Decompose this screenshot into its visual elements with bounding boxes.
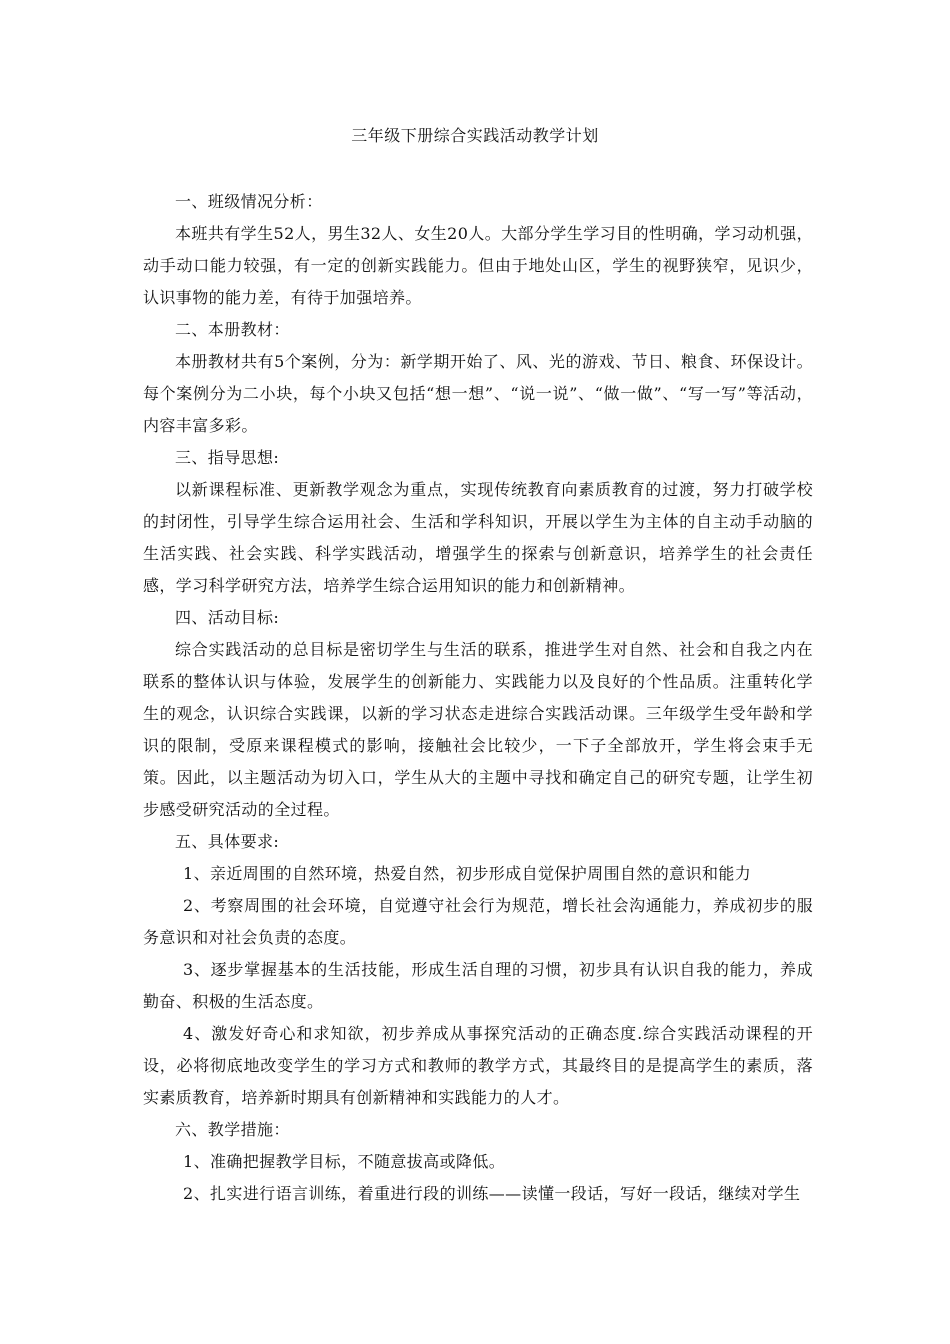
- section-heading-activity-goals: 四、活动目标:: [175, 608, 280, 627]
- section-heading-guiding-thought: 三、指导思想:: [175, 448, 280, 467]
- section-heading-textbook: 二、本册教材：: [175, 320, 290, 339]
- requirement-item-2: 2、考察周围的社会环境，自觉遵守社会行为规范，增长社会沟通能力，养成初步的服务意识和对社会负责的态度。: [143, 896, 813, 947]
- section-heading-requirements: 五、具体要求:: [175, 832, 280, 851]
- paragraph-textbook: 本册教材共有5个案例，分为：新学期开始了、风、光的游戏、节日、粮食、环保设计。每个案例分为二小块，每个小块又包括“想一想”、“说一说”、“做一做”、“写一写”等活动，内容丰富多彩。: [143, 352, 813, 435]
- requirement-item-1: 1、亲近周围的自然环境，热爱自然，初步形成自觉保护周围自然的意识和能力: [183, 864, 752, 883]
- document-body: [143, 186, 813, 1210]
- section-heading-teaching-measures: 六、教学措施：: [175, 1120, 290, 1139]
- measure-item-2: 2、扎实进行语言训练，着重进行段的训练——读懂一段话，写好一段话，继续对学生: [183, 1184, 801, 1203]
- paragraph-guiding-thought: 以新课程标准、更新教学观念为重点，实现传统教育向素质教育的过渡，努力打破学校的封闭性，引导学生综合运用社会、生活和学科知识，开展以学生为主体的自主动手动脑的生活实践、社会实践、科学实践活动，增强学生的探索与创新意识，培养学生的社会责任感，学习科学研究方法，培养学生综合运用知识的能力和创新精神。: [143, 480, 813, 595]
- paragraph-class-analysis: 本班共有学生52人，男生32人、女生20人。大部分学生学习目的性明确，学习动机强，动手动口能力较强，有一定的创新实践能力。但由于地处山区，学生的视野狭窄，见识少，认识事物的能力差，有待于加强培养。: [143, 224, 813, 307]
- section-heading-class-analysis: 一、班级情况分析：: [175, 192, 323, 211]
- document-title: 三年级下册综合实践活动教学计划: [351, 126, 599, 145]
- requirement-item-4: 4、激发好奇心和求知欲，初步养成从事探究活动的正确态度.综合实践活动课程的开设，必将彻底地改变学生的学习方式和教师的教学方式，其最终目的是提高学生的素质，落实素质教育，培养新时期具有创新精神和实践能力的人才。: [143, 1024, 813, 1107]
- measure-item-1: 1、准确把握教学目标，不随意拔高或降低。: [183, 1152, 506, 1171]
- requirement-item-3: 3、逐步掌握基本的生活技能，形成生活自理的习惯，初步具有认识自我的能力，养成勤奋、积极的生活态度。: [143, 960, 813, 1011]
- paragraph-activity-goals: 综合实践活动的总目标是密切学生与生活的联系，推进学生对自然、社会和自我之内在联系的整体认识与体验，发展学生的创新能力、实践能力以及良好的个性品质。注重转化学生的观念，认识综合实践课，以新的学习状态走进综合实践活动课。三年级学生受年龄和学识的限制，受原来课程模式的影响，接触社会比较少，一下子全部放开，学生将会束手无策。因此，以主题活动为切入口，学生从大的主题中寻找和确定自己的研究专题，让学生初步感受研究活动的全过程。: [143, 640, 813, 819]
